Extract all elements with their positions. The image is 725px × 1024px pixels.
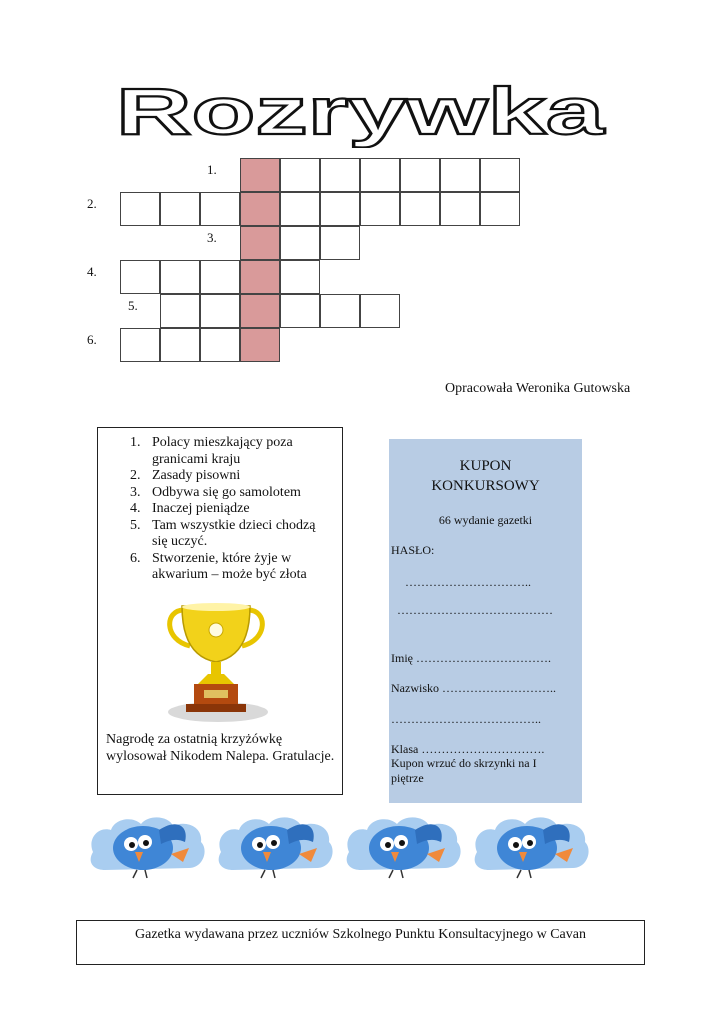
- title-outline-text: [110, 78, 610, 148]
- crossword-cell[interactable]: [280, 260, 320, 294]
- clue-item: 4. Inaczej pieniądze: [130, 501, 250, 516]
- clues-box: [97, 427, 343, 795]
- crossword-key-cell[interactable]: [240, 294, 280, 328]
- crossword-row-number: 1.: [207, 162, 217, 177]
- crossword-cell[interactable]: [280, 294, 320, 328]
- crossword-cell[interactable]: [320, 192, 360, 226]
- crossword-cell[interactable]: [440, 192, 480, 226]
- bird-icon: [341, 812, 465, 882]
- clue-list: [108, 435, 333, 584]
- clue-item: 2. Zasady pisowni: [130, 468, 241, 483]
- crossword-cell[interactable]: [360, 192, 400, 226]
- contest-coupon: [389, 439, 582, 803]
- crossword-row-number: 2.: [87, 196, 97, 211]
- crossword-cell[interactable]: [320, 158, 360, 192]
- page-title: [110, 78, 610, 148]
- crossword-key-cell[interactable]: [240, 192, 280, 226]
- crossword-cell[interactable]: [400, 192, 440, 226]
- crossword-cell[interactable]: [160, 260, 200, 294]
- crossword-cell[interactable]: [320, 294, 360, 328]
- crossword-cell[interactable]: [120, 192, 160, 226]
- crossword-cell[interactable]: [280, 192, 320, 226]
- crossword-cell[interactable]: [480, 158, 520, 192]
- crossword-row-number: 3.: [207, 230, 217, 245]
- crossword-cell[interactable]: [160, 294, 200, 328]
- crossword-cell[interactable]: [280, 158, 320, 192]
- coupon-title-line1: KUPON: [459, 458, 512, 474]
- clue-item: 5. Tam wszystkie dzieci chodzą się uczyć.: [130, 517, 316, 549]
- crossword-key-cell[interactable]: [240, 226, 280, 260]
- footer-box: [76, 920, 645, 965]
- crossword-cell[interactable]: [200, 260, 240, 294]
- crossword-cell[interactable]: [120, 328, 160, 362]
- coupon-password-line-1: …………………………..: [405, 575, 531, 589]
- coupon-last-name-field: Nazwisko ………………………..: [391, 681, 556, 695]
- coupon-first-name-field: Imię …………………………….: [391, 651, 551, 665]
- coupon-password-line-2: …………………………………: [397, 603, 553, 617]
- crossword-cell[interactable]: [200, 294, 240, 328]
- crossword-row-number: 5.: [128, 298, 138, 313]
- clue-item: 6. Stworzenie, które żyje w akwarium – może być złota: [130, 550, 307, 582]
- footer-text: Gazetka wydawana przez uczniów Szkolnego Punktu Konsultacyjnego w Cavan: [135, 927, 586, 942]
- coupon-blank-line: ………………………………..: [391, 712, 541, 726]
- bird-icon: [469, 812, 593, 882]
- bird-decoration-row: [85, 812, 625, 882]
- crossword-key-cell[interactable]: [240, 328, 280, 362]
- crossword-cell[interactable]: [160, 328, 200, 362]
- clue-item: 1. Polacy mieszkający poza granicami kraju: [130, 435, 293, 467]
- crossword-cell[interactable]: [400, 158, 440, 192]
- crossword-cell[interactable]: [200, 328, 240, 362]
- coupon-edition: 66 wydanie gazetki: [438, 513, 533, 527]
- bird-icon: [213, 812, 337, 882]
- coupon-title-line2: KONKURSOWY: [431, 478, 540, 494]
- trophy-icon: [160, 600, 272, 726]
- winner-announcement: Nagrodę za ostatnią krzyżówkę wylosował Nikodem Nalepa. Gratulacje.: [106, 732, 335, 764]
- coupon-password-label: HASŁO:: [391, 543, 435, 557]
- bird-icon: [85, 812, 209, 882]
- crossword-row-number: 4.: [87, 264, 97, 279]
- crossword-row-number: 6.: [87, 332, 97, 347]
- author-credit: Opracowała Weronika Gutowska: [445, 381, 631, 396]
- crossword-cell[interactable]: [360, 294, 400, 328]
- crossword-cell[interactable]: [480, 192, 520, 226]
- crossword-key-cell[interactable]: [240, 158, 280, 192]
- coupon-instruction-line2: piętrze: [391, 771, 424, 785]
- crossword-key-cell[interactable]: [240, 260, 280, 294]
- crossword-cell[interactable]: [120, 260, 160, 294]
- crossword-cell[interactable]: [280, 226, 320, 260]
- crossword-cell[interactable]: [360, 158, 400, 192]
- crossword-cell[interactable]: [320, 226, 360, 260]
- crossword-cell[interactable]: [200, 192, 240, 226]
- clue-item: 3. Odbywa się go samolotem: [130, 484, 301, 500]
- crossword-cell[interactable]: [160, 192, 200, 226]
- crossword-cell[interactable]: [440, 158, 480, 192]
- coupon-class-field: Klasa ………………………….: [391, 742, 545, 756]
- svg-text:Rozrywka: Rozrywka: [116, 78, 607, 148]
- coupon-instruction-line1: Kupon wrzuć do skrzynki na I: [391, 756, 537, 770]
